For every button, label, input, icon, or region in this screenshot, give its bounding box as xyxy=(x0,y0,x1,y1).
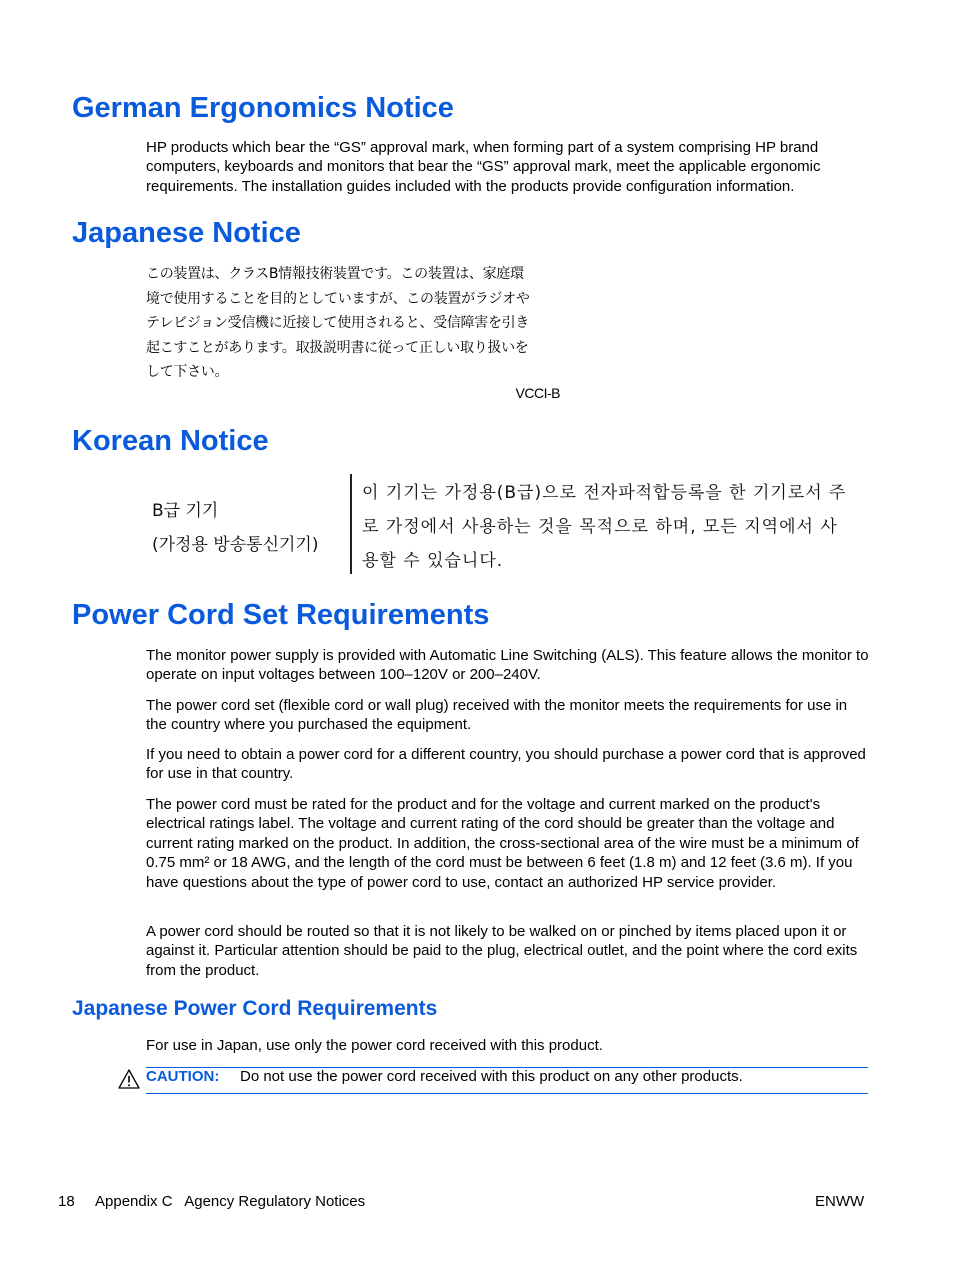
power-paragraph: The monitor power supply is provided with Automatic Line Switching (ALS). This feature allows the monitor to operate on input voltages between 100–120V or 200–240V. xyxy=(146,647,869,684)
korean-left-line: (가정용 방송통신기기) xyxy=(152,535,319,555)
heading-german-ergonomics: German Ergonomics Notice xyxy=(72,92,454,124)
korean-divider xyxy=(350,474,352,574)
page-number: 18 xyxy=(58,1193,75,1210)
power-paragraph: If you need to obtain a power cord for a different country, you should purchase a power cord that is approved for use in that country. xyxy=(146,746,866,783)
caution-text: Do not use the power cord received with this product on any other products. xyxy=(240,1068,743,1085)
korean-class-label xyxy=(152,494,318,562)
korean-notice-text xyxy=(362,476,902,578)
caution-rule-bottom xyxy=(146,1093,868,1094)
footer-code: ENWW xyxy=(815,1193,865,1210)
japanese-line: テレビジョン受信機に近接して使用されると、受信障害を引き xyxy=(146,315,530,331)
japanese-line: して下さい。 xyxy=(146,364,229,380)
japanese-line: この装置は、クラスB情報技術装置です。この装置は、家庭環 xyxy=(146,266,524,282)
heading-power-cord: Power Cord Set Requirements xyxy=(72,599,490,631)
heading-japanese-notice: Japanese Notice xyxy=(72,217,301,249)
korean-right-line: 용할 수 있습니다. xyxy=(362,551,504,571)
german-ergonomics-text: HP products which bear the “GS” approval mark, when forming part of a system comprising HP brand computers, keyboards and monitors that bear the “GS” approval mark, meet the applicable ergonomic requirements. The installation guides included with the products provide configuration information. xyxy=(146,139,821,195)
japanese-notice-text xyxy=(146,262,566,385)
caution-note xyxy=(118,1065,868,1094)
japanese-power-text: For use in Japan, use only the power cord received with this product. xyxy=(146,1037,603,1054)
korean-right-line: 이 기기는 가정용(B급)으로 전자파적합등록을 한 기기로서 주 xyxy=(362,483,847,503)
power-paragraph: The power cord must be rated for the product and for the voltage and current marked on the product's electrical ratings label. The voltage and current rating of the cord should be greater than the voltage and current rating marked on the product. In addition, the cross-sectional area of the wire must be a minimum of 0.75 mm² or 18 AWG, and the length of the cord must be between 6 feet (1.8 m) and 12 feet (3.6 m). If you have questions about the type of power cord to use, contact an authorized HP service provider. xyxy=(146,796,859,891)
warning-triangle-icon xyxy=(118,1069,140,1089)
japanese-line: 起こすことがあります。取扱説明書に従って正しい取り扱いを xyxy=(146,339,529,356)
power-paragraph: A power cord should be routed so that it is not likely to be walked on or pinched by items placed upon it or against it. Particular attention should be paid to the plug, electrical outlet, and the point where the cord exits from the product. xyxy=(146,923,858,979)
vcci-code: VCCI-B xyxy=(515,385,560,401)
caution-label: CAUTION: xyxy=(146,1068,220,1085)
japanese-line: 境で使用することを目的としていますが、この装置がラジオや xyxy=(146,290,530,307)
footer-chapter: Appendix C Agency Regulatory Notices xyxy=(95,1193,366,1210)
heading-korean-notice: Korean Notice xyxy=(72,425,269,457)
korean-right-line: 로 가정에서 사용하는 것을 목적으로 하며, 모든 지역에서 사 xyxy=(362,517,838,537)
power-paragraph: The power cord set (flexible cord or wall plug) received with the monitor meets the requirements for use in the country where you purchased the equipment. xyxy=(146,697,848,734)
korean-left-line: B급 기기 xyxy=(152,501,219,521)
korean-notice-image xyxy=(146,472,900,576)
heading-japanese-power-cord: Japanese Power Cord Requirements xyxy=(72,997,438,1020)
